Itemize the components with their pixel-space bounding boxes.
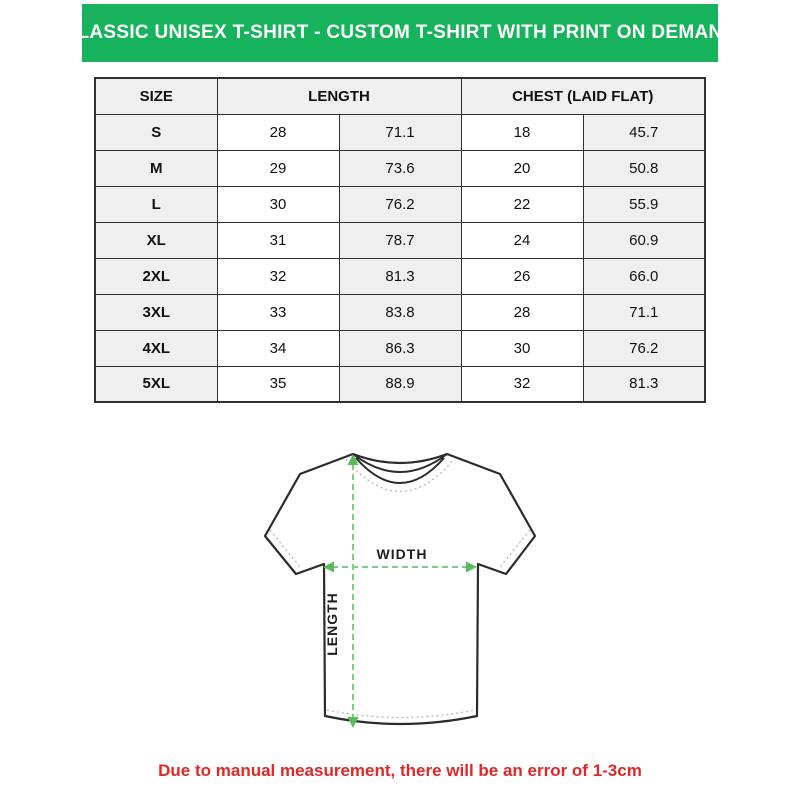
chest-inches-cell: 30 <box>461 330 583 366</box>
chest-cm-cell: 50.8 <box>583 150 705 186</box>
table-row <box>95 150 705 186</box>
length-inches-cell: 35 <box>217 366 339 402</box>
chest-inches-cell: 32 <box>461 366 583 402</box>
length-inches-cell: 32 <box>217 258 339 294</box>
chest-cm-cell: 71.1 <box>583 294 705 330</box>
size-chart-table <box>94 77 706 403</box>
size-cell: 4XL <box>95 330 217 366</box>
table-row <box>95 222 705 258</box>
length-cm-cell: 83.8 <box>339 294 461 330</box>
chest-cm-cell: 60.9 <box>583 222 705 258</box>
size-cell: 5XL <box>95 366 217 402</box>
chest-inches-cell: 20 <box>461 150 583 186</box>
tshirt-outline <box>265 454 535 724</box>
length-cm-cell: 78.7 <box>339 222 461 258</box>
chest-cm-cell: 76.2 <box>583 330 705 366</box>
chest-cm-cell: 66.0 <box>583 258 705 294</box>
size-cell: S <box>95 114 217 150</box>
column-header-length: LENGTH <box>217 78 461 114</box>
size-cell: 3XL <box>95 294 217 330</box>
length-inches-cell: 31 <box>217 222 339 258</box>
table-row <box>95 186 705 222</box>
tshirt-diagram-svg <box>240 428 560 758</box>
size-chart-container <box>94 77 706 403</box>
length-label: LENGTH <box>324 592 340 656</box>
measurement-error-note: Due to manual measurement, there will be an error of 1-3cm <box>158 761 642 780</box>
size-cell: L <box>95 186 217 222</box>
table-row <box>95 294 705 330</box>
column-header-chest: CHEST (LAID FLAT) <box>461 78 705 114</box>
length-arrowhead-down <box>348 717 359 728</box>
chest-inches-cell: 26 <box>461 258 583 294</box>
tshirt-measurement-diagram <box>240 428 560 758</box>
table-row <box>95 114 705 150</box>
table-header-row <box>95 78 705 114</box>
length-inches-cell: 28 <box>217 114 339 150</box>
size-cell: XL <box>95 222 217 258</box>
length-cm-cell: 86.3 <box>339 330 461 366</box>
length-cm-cell: 88.9 <box>339 366 461 402</box>
chest-cm-cell: 81.3 <box>583 366 705 402</box>
column-header-size: SIZE <box>95 78 217 114</box>
size-cell: 2XL <box>95 258 217 294</box>
length-cm-cell: 81.3 <box>339 258 461 294</box>
length-cm-cell: 73.6 <box>339 150 461 186</box>
length-inches-cell: 33 <box>217 294 339 330</box>
chest-inches-cell: 24 <box>461 222 583 258</box>
table-row <box>95 330 705 366</box>
chest-cm-cell: 55.9 <box>583 186 705 222</box>
chest-inches-cell: 18 <box>461 114 583 150</box>
length-cm-cell: 76.2 <box>339 186 461 222</box>
width-label: WIDTH <box>376 546 428 562</box>
length-inches-cell: 29 <box>217 150 339 186</box>
chest-cm-cell: 45.7 <box>583 114 705 150</box>
size-cell: M <box>95 150 217 186</box>
table-row <box>95 258 705 294</box>
chest-inches-cell: 28 <box>461 294 583 330</box>
page-title: CLASSIC UNISEX T-SHIRT - CUSTOM T-SHIRT WITH PRINT ON DEMAND <box>63 22 737 43</box>
table-row <box>95 366 705 402</box>
length-cm-cell: 71.1 <box>339 114 461 150</box>
length-inches-cell: 30 <box>217 186 339 222</box>
chest-inches-cell: 22 <box>461 186 583 222</box>
title-banner <box>63 4 737 62</box>
length-inches-cell: 34 <box>217 330 339 366</box>
